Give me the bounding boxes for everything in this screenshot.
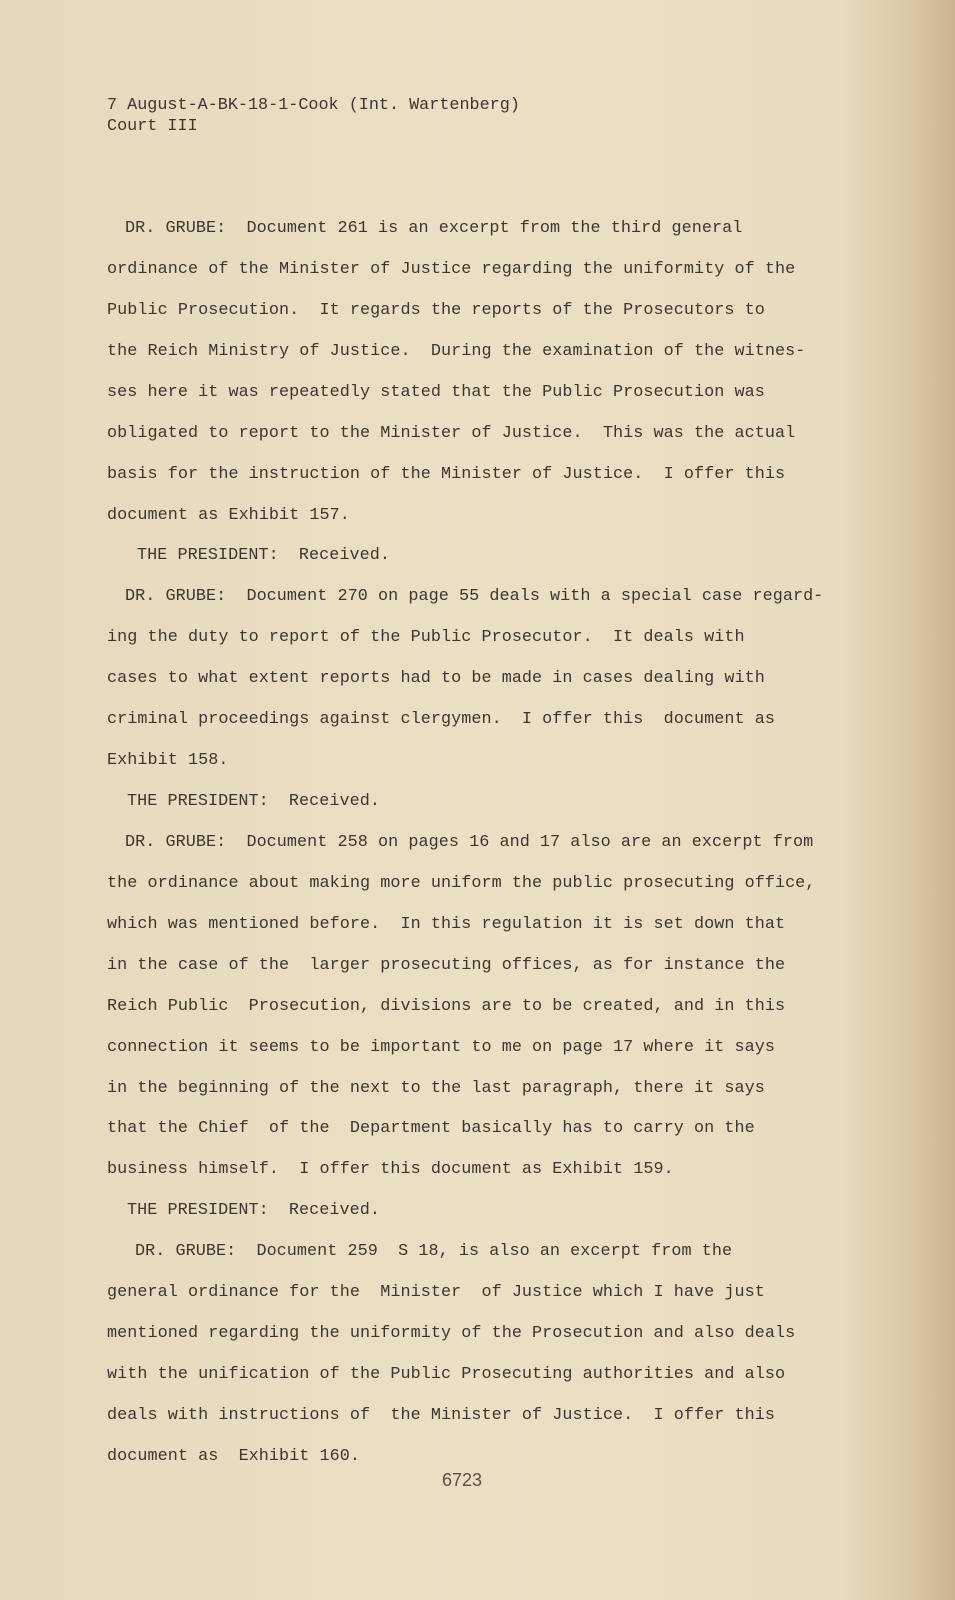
transcript-line: Public Prosecution. It regards the reports of the Prosecutors to — [107, 300, 765, 320]
transcript-line: deals with instructions of the Minister of Justice. I offer this — [107, 1405, 775, 1425]
transcript-line: Reich Public Prosecution, divisions are to be created, and in this — [107, 996, 786, 1016]
transcript-line: Exhibit 158. — [107, 751, 229, 771]
transcript-line: in the case of the larger prosecuting offices, as for instance the — [107, 955, 786, 975]
transcript-line: DR. GRUBE: Document 270 on page 55 deals with a special case regard- — [125, 587, 824, 607]
transcript-line: basis for the instruction of the Minister of Justice. I offer this — [107, 464, 786, 484]
header-reference: 7 August-A-BK-18-1-Cook (Int. Wartenberg) — [107, 96, 520, 115]
transcript-line: ordinance of the Minister of Justice regarding the uniformity of the — [107, 259, 796, 279]
transcript-line: document as Exhibit 160. — [107, 1446, 361, 1466]
transcript-line: ses here it was repeatedly stated that the Public Prosecution was — [107, 382, 765, 402]
page-number: 6723 — [442, 1470, 483, 1490]
transcript-line: DR. GRUBE: Document 259 S 18, is also an excerpt from the — [135, 1242, 733, 1262]
transcript-line: in the beginning of the next to the last paragraph, there it says — [107, 1078, 765, 1098]
transcript-line: cases to what extent reports had to be made in cases dealing with — [107, 669, 765, 689]
transcript-line: the ordinance about making more uniform the public prosecuting office, — [107, 873, 816, 893]
transcript-line: document as Exhibit 157. — [107, 505, 350, 525]
transcript-line: DR. GRUBE: Document 261 is an excerpt from the third general — [125, 219, 743, 238]
header-court: Court III — [107, 117, 198, 136]
transcript-line: mentioned regarding the uniformity of the Prosecution and also deals — [107, 1324, 796, 1344]
transcript-line: business himself. I offer this document as Exhibit 159. — [107, 1160, 674, 1180]
transcript-line: general ordinance for the Minister of Justice which I have just — [107, 1283, 765, 1303]
transcript-line: connection it seems to be important to me on page 17 where it says — [107, 1037, 775, 1057]
president-line: THE PRESIDENT: Received. — [127, 792, 381, 812]
president-line: THE PRESIDENT: Received. — [137, 546, 391, 566]
transcript-line: obligated to report to the Minister of Justice. This was the actual — [107, 423, 796, 443]
transcript-line: criminal proceedings against clergymen. I offer this document as — [107, 710, 775, 730]
president-line: THE PRESIDENT: Received. — [127, 1201, 381, 1221]
transcript-line: which was mentioned before. In this regulation it is set down that — [107, 914, 786, 934]
transcript-line: ing the duty to report of the Public Prosecutor. It deals with — [107, 628, 745, 648]
transcript-line: the Reich Ministry of Justice. During the examination of the witnes- — [107, 341, 806, 361]
transcript-line: that the Chief of the Department basically has to carry on the — [107, 1119, 755, 1139]
transcript-line: DR. GRUBE: Document 258 on pages 16 and 17 also are an excerpt from — [125, 832, 814, 852]
transcript-line: with the unification of the Public Prosecuting authorities and also — [107, 1365, 786, 1385]
